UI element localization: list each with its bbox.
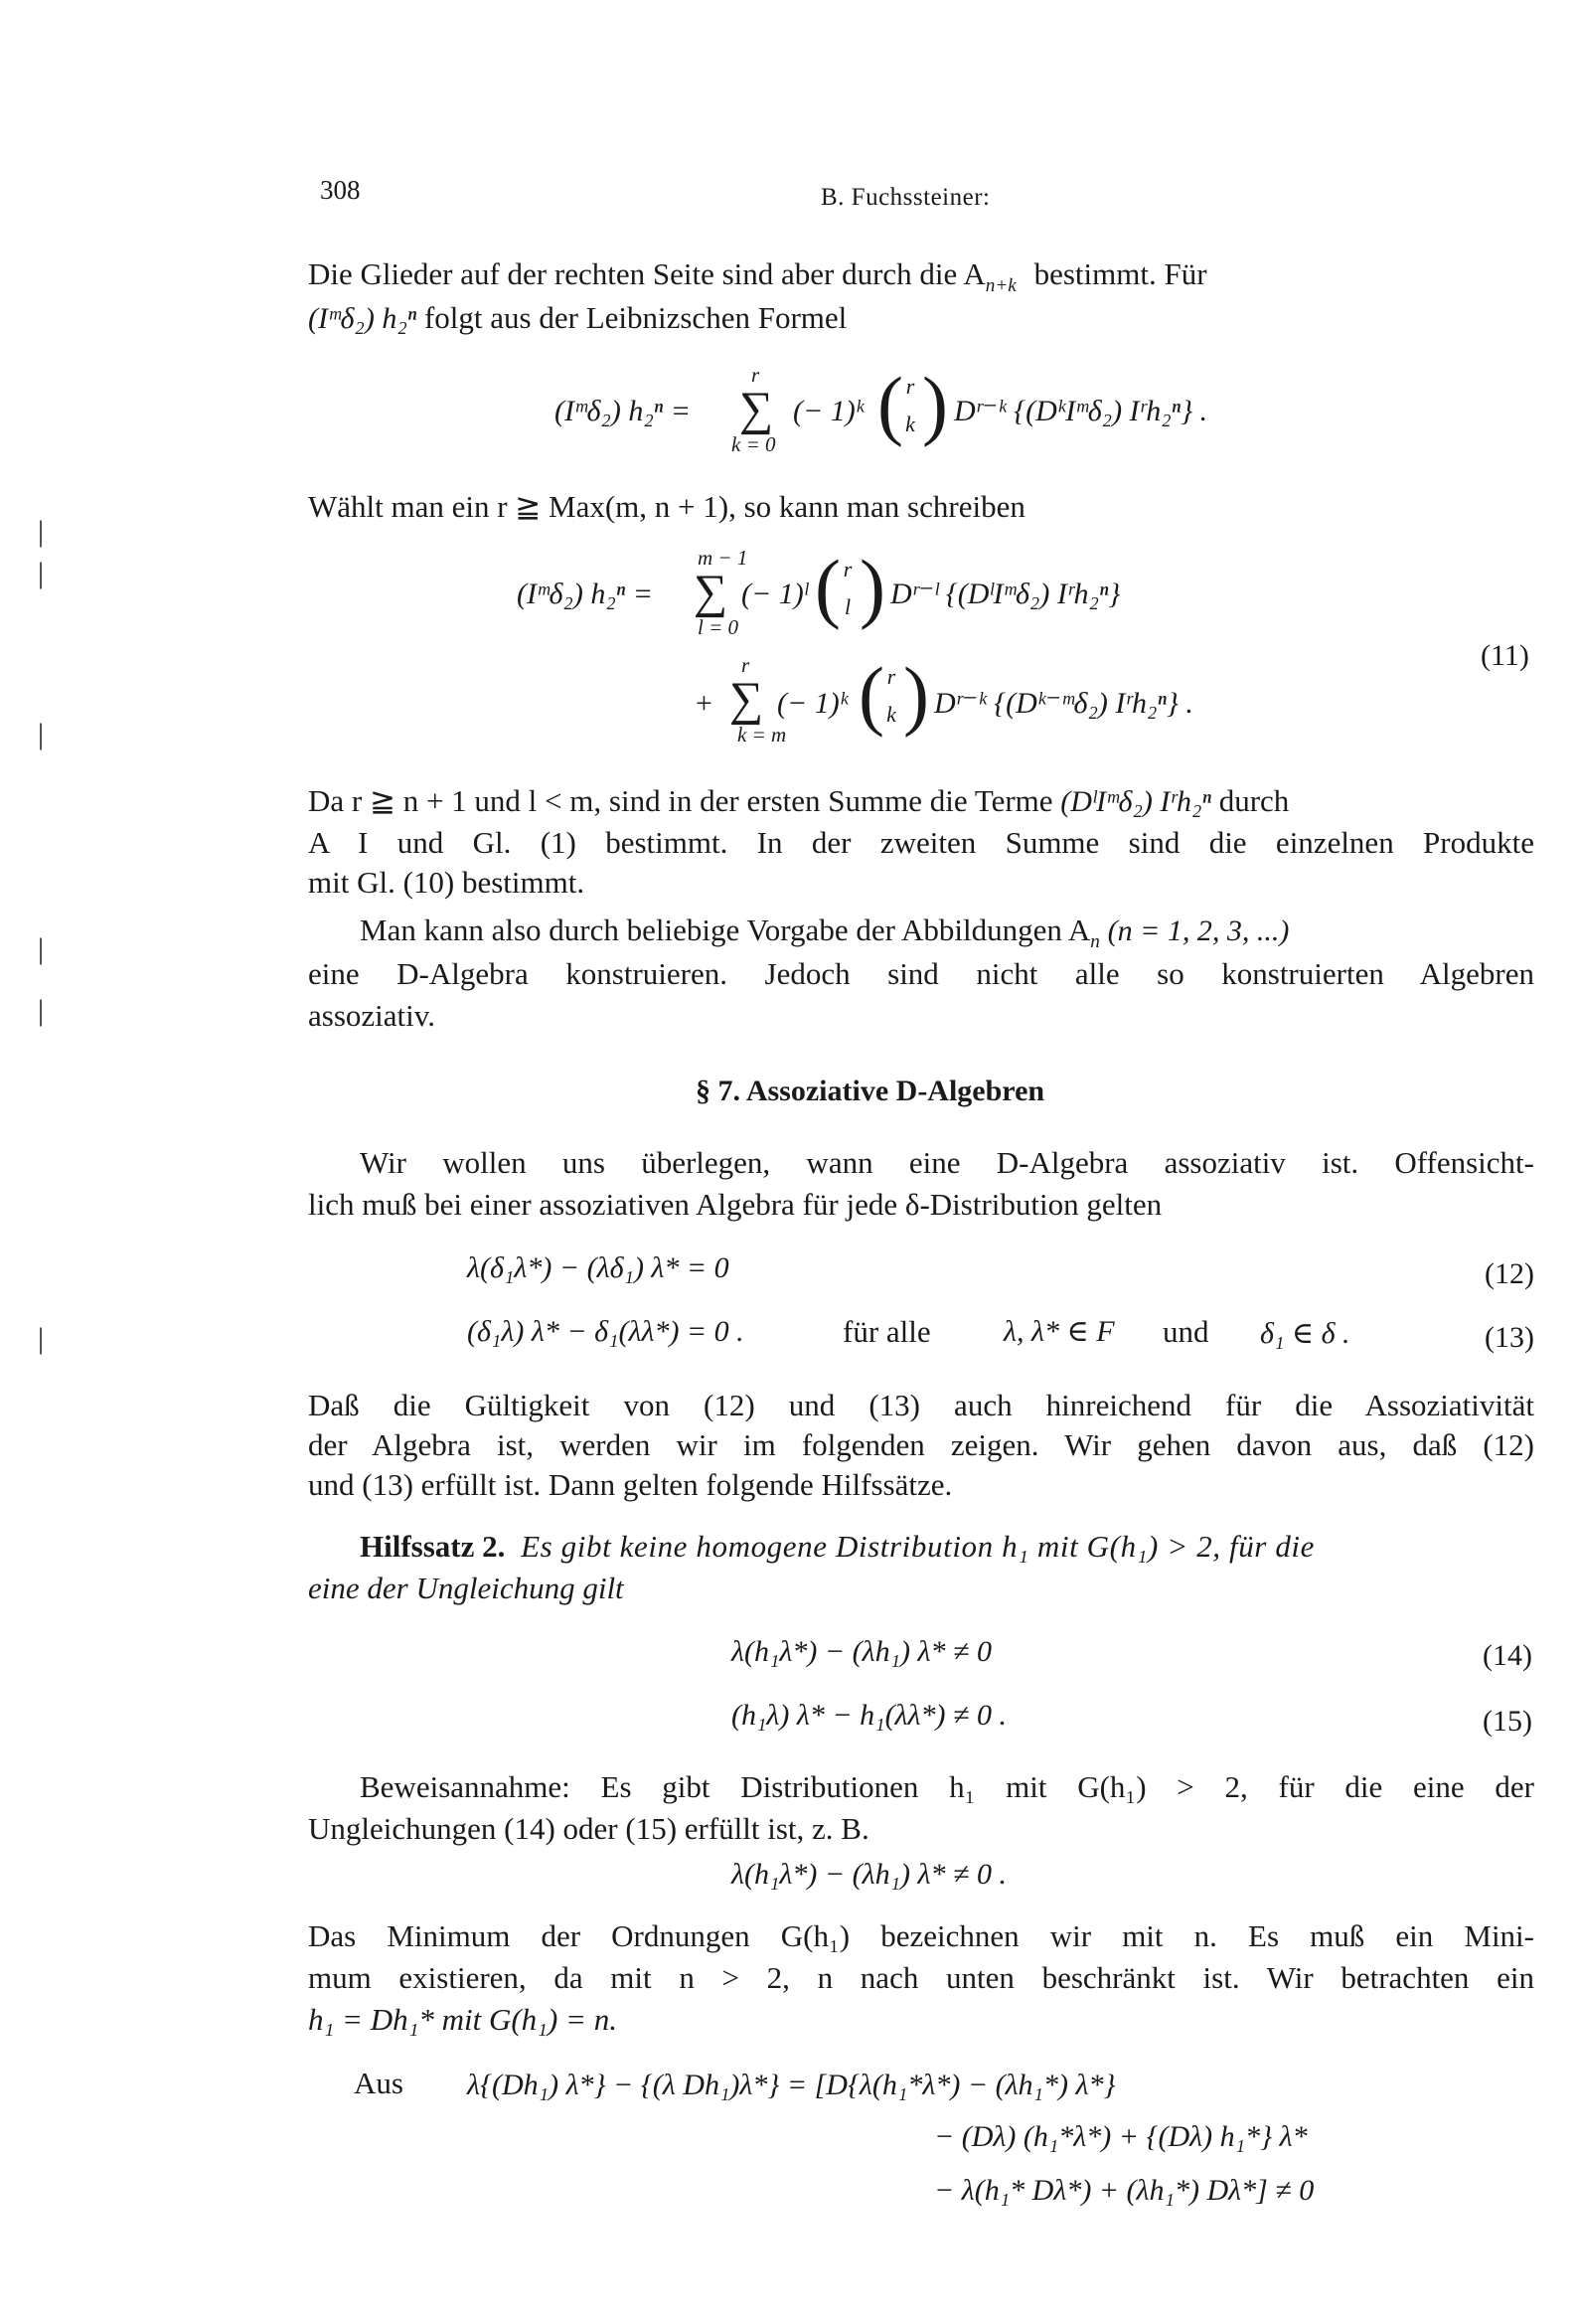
text-line: für alle [843, 1314, 931, 1349]
equation-number: (13) [1485, 1321, 1534, 1354]
page-number: 308 [320, 175, 361, 205]
text-line: h₁ = Dh₁* mit G(h₁) = n. [308, 2002, 617, 2037]
margin-mark: | [38, 994, 45, 1027]
text-line: Wählt man ein r ≧ Max(m, n + 1), so kann man schreiben [308, 489, 1025, 524]
margin-mark: | [38, 1322, 45, 1355]
equation-14: λ(h₁λ*) − (λh₁) λ* ≠ 0 [731, 1635, 993, 1668]
lemma-line: Hilfssatz 2. Es gibt keine homogene Distribution h₁ mit G(h₁) > 2, für die [360, 1529, 1315, 1564]
text-line: mit Gl. (10) bestimmt. [308, 865, 585, 900]
equation-aus-line2: − (Dλ) (h₁*λ*) + {(Dλ) h₁*} λ* [934, 2120, 1308, 2153]
text-line: mum existieren, da mit n > 2, n nach unten beschränkt ist. Wir betrachten ein [308, 1960, 1534, 1995]
equation-number: (14) [1483, 1639, 1532, 1672]
equation-number: (11) [1481, 639, 1529, 672]
margin-mark: | [38, 718, 45, 750]
text-line: Beweisannahme: Es gibt Distributionen h₁ mit G(h₁) > 2, für die eine der [360, 1769, 1534, 1804]
section-title: § 7. Assoziative D-Algebren [696, 1075, 1045, 1107]
margin-mark: | [38, 932, 45, 965]
math-inline: λ, λ* ∈ F [1004, 1315, 1115, 1348]
text-line: und (13) erfüllt ist. Dann gelten folgende Hilfssätze. [308, 1467, 953, 1502]
text-line: der Algebra ist, werden wir im folgenden zeigen. Wir gehen davon aus, daß (12) [308, 1427, 1534, 1462]
aus-label: Aus [354, 2066, 403, 2100]
margin-mark: | [38, 515, 45, 548]
equation-assumption: λ(h₁λ*) − (λh₁) λ* ≠ 0 . [731, 1858, 1008, 1891]
text-line: lich muß bei einer assoziativen Algebra für jede δ-Distribution gelten [308, 1187, 1163, 1222]
lemma-line: eine der Ungleichung gilt [308, 1571, 624, 1605]
equation-13: (δ₁λ) λ* − δ₁(λλ*) = 0 . [467, 1315, 744, 1348]
equation-number: (15) [1483, 1705, 1532, 1738]
math-inline: δ₁ ∈ δ . [1260, 1317, 1350, 1350]
running-head: B. Fuchssteiner: [821, 184, 991, 211]
text-line: assoziativ. [308, 998, 435, 1033]
text-line: (Iᵐδ₂) h₂ⁿ folgt aus der Leibnizschen Formel [308, 300, 848, 335]
text-line: und [1163, 1314, 1209, 1349]
text-line: A I und Gl. (1) bestimmt. In der zweiten Summe sind die einzelnen Produkte [308, 825, 1534, 860]
equation-number: (12) [1485, 1257, 1534, 1290]
equation-aus-line3: − λ(h₁* Dλ*) + (λh₁*) Dλ*] ≠ 0 [934, 2174, 1315, 2207]
text-line: Das Minimum der Ordnungen G(h₁) bezeichnen wir mit n. Es muß ein Mini- [308, 1918, 1534, 1953]
margin-mark: | [38, 557, 45, 589]
text-line: Die Glieder auf der rechten Seite sind aber durch die $A_{n+k}$ bestimmt. Für [308, 256, 1207, 297]
text-line: Da r ≧ n + 1 und l < m, sind in der ersten Summe die Terme (DˡIᵐδ₂) Iʳh₂ⁿ durch [308, 783, 1290, 818]
equation-15: (h₁λ) λ* − h₁(λλ*) ≠ 0 . [731, 1699, 1008, 1732]
text-line: Daß die Gültigkeit von (12) und (13) auch hinreichend für die Assoziativität [308, 1388, 1534, 1422]
text-line: Wir wollen uns überlegen, wann eine D-Algebra assoziativ ist. Offensicht- [360, 1145, 1534, 1180]
text-line: Man kann also durch beliebige Vorgabe der Abbildungen $A_n$ (n = 1, 2, 3, ...) [360, 913, 1290, 953]
equation-aus-line1: λ{(Dh₁) λ*} − {(λ Dh₁)λ*} = [D{λ(h₁*λ*) − (λh₁*) λ*} [467, 2069, 1116, 2101]
text-line: eine D-Algebra konstruieren. Jedoch sind nicht alle so konstruierten Algebren [308, 956, 1534, 991]
text-line: Ungleichungen (14) oder (15) erfüllt ist, z. B. [308, 1811, 869, 1846]
equation-12: λ(δ₁λ*) − (λδ₁) λ* = 0 [467, 1251, 729, 1284]
